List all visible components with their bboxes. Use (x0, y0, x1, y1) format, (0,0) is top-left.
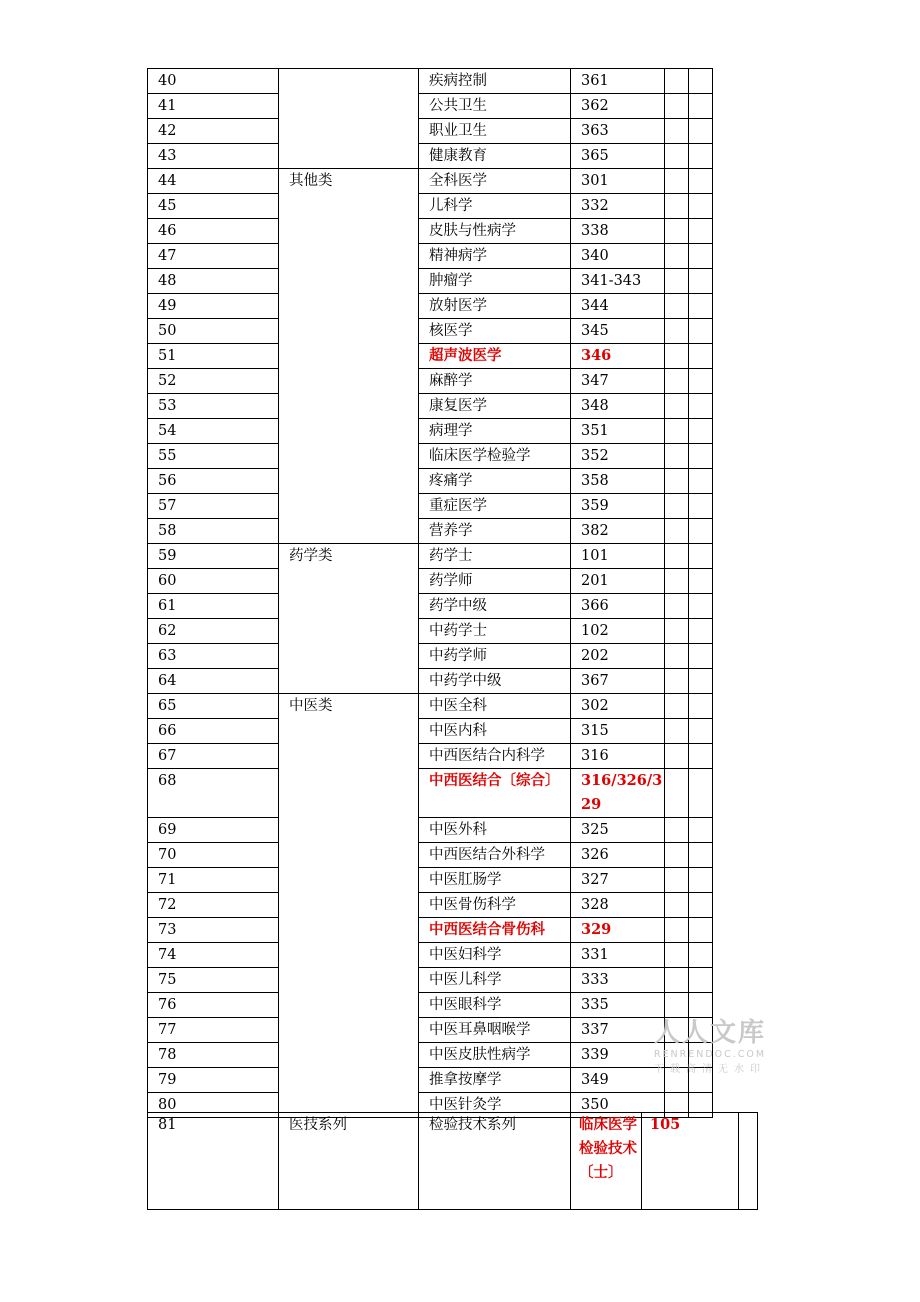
subject-name: 中医肛肠学 (419, 868, 571, 893)
empty-cell (665, 444, 689, 469)
empty-cell (665, 769, 689, 818)
row-number: 57 (148, 494, 279, 519)
subject-name: 疼痛学 (419, 469, 571, 494)
subject-name: 临床医学检验技术〔士〕 (571, 1113, 642, 1210)
table-row (148, 818, 713, 843)
empty-cell (665, 269, 689, 294)
row-number: 78 (148, 1043, 279, 1068)
subject-code: 362 (571, 94, 665, 119)
subject-code: 326 (571, 843, 665, 868)
row-number: 40 (148, 69, 279, 94)
watermark-slogan: 下载高清无水印 (654, 1064, 766, 1075)
empty-cell (689, 119, 713, 144)
table-row (148, 1068, 713, 1093)
subject-name: 康复医学 (419, 394, 571, 419)
subject-code: 316 (571, 744, 665, 769)
table-row (148, 244, 713, 269)
row-number: 50 (148, 319, 279, 344)
empty-cell (689, 619, 713, 644)
subject-name: 儿科学 (419, 194, 571, 219)
subject-code: 316/326/329 (571, 769, 665, 818)
table-row (148, 269, 713, 294)
table-row (148, 469, 713, 494)
empty-cell (689, 269, 713, 294)
table-row (148, 1018, 713, 1043)
row-number: 51 (148, 344, 279, 369)
empty-cell (665, 694, 689, 719)
empty-cell (665, 843, 689, 868)
empty-cell (689, 319, 713, 344)
empty-cell (689, 669, 713, 694)
row-number: 62 (148, 619, 279, 644)
empty-cell (665, 968, 689, 993)
empty-cell (665, 619, 689, 644)
row-number: 58 (148, 519, 279, 544)
subject-name: 中医内科 (419, 719, 571, 744)
empty-cell (665, 893, 689, 918)
table-row (148, 893, 713, 918)
empty-cell (689, 968, 713, 993)
empty-cell (689, 369, 713, 394)
subject-name: 药学师 (419, 569, 571, 594)
row-number: 52 (148, 369, 279, 394)
empty-cell (689, 544, 713, 569)
empty-cell (689, 719, 713, 744)
subject-name: 药学中级 (419, 594, 571, 619)
subject-name: 中药学中级 (419, 669, 571, 694)
subject-code: 345 (571, 319, 665, 344)
subject-code: 333 (571, 968, 665, 993)
table-row (148, 94, 713, 119)
table-row (148, 394, 713, 419)
empty-cell (689, 594, 713, 619)
empty-cell (665, 394, 689, 419)
empty-cell (665, 494, 689, 519)
subject-name: 中医儿科学 (419, 968, 571, 993)
empty-cell (665, 594, 689, 619)
subject-code: 348 (571, 394, 665, 419)
row-number: 69 (148, 818, 279, 843)
table-row (148, 843, 713, 868)
subject-code: 361 (571, 69, 665, 94)
row-number: 80 (148, 1093, 279, 1118)
table-row (148, 569, 713, 594)
empty-cell (689, 69, 713, 94)
empty-cell (665, 69, 689, 94)
subject-code: 340 (571, 244, 665, 269)
empty-cell (689, 868, 713, 893)
empty-cell (665, 144, 689, 169)
series-name: 医技系列 (279, 1113, 419, 1210)
subject-code: 346 (571, 344, 665, 369)
empty-cell (665, 119, 689, 144)
row-number: 71 (148, 868, 279, 893)
row-number: 63 (148, 644, 279, 669)
subject-name: 中医眼科学 (419, 993, 571, 1018)
empty-cell (689, 394, 713, 419)
empty-cell (689, 769, 713, 818)
category-name: 其他类 (279, 169, 419, 544)
empty-cell (689, 444, 713, 469)
empty-cell (665, 744, 689, 769)
table-row (148, 119, 713, 144)
row-number: 64 (148, 669, 279, 694)
empty-cell (665, 469, 689, 494)
subject-name: 中医针灸学 (419, 1093, 571, 1118)
subject-name: 中医骨伤科学 (419, 893, 571, 918)
watermark-domain: RENRENDOC.COM (653, 1049, 767, 1060)
row-number: 45 (148, 194, 279, 219)
table-row (148, 494, 713, 519)
empty-cell (665, 319, 689, 344)
subject-name: 中西医结合外科学 (419, 843, 571, 868)
subject-code: 325 (571, 818, 665, 843)
row-number: 42 (148, 119, 279, 144)
empty-cell (689, 144, 713, 169)
table-row (148, 219, 713, 244)
empty-cell (665, 169, 689, 194)
subject-name: 中医外科 (419, 818, 571, 843)
table-row (148, 169, 713, 194)
subject-code: 201 (571, 569, 665, 594)
subject-name: 精神病学 (419, 244, 571, 269)
table-row (148, 294, 713, 319)
table-row (148, 344, 713, 369)
subject-name: 麻醉学 (419, 369, 571, 394)
empty-cell (665, 419, 689, 444)
empty-cell (689, 169, 713, 194)
subject-name: 中医妇科学 (419, 943, 571, 968)
subject-name: 公共卫生 (419, 94, 571, 119)
table-row (148, 644, 713, 669)
subject-code: 365 (571, 144, 665, 169)
subject-name: 药学士 (419, 544, 571, 569)
empty-cell (689, 469, 713, 494)
empty-cell (689, 843, 713, 868)
empty-cell (689, 644, 713, 669)
subject-code: 327 (571, 868, 665, 893)
subject-name: 皮肤与性病学 (419, 219, 571, 244)
table-row (148, 918, 713, 943)
subject-name: 中医皮肤性病学 (419, 1043, 571, 1068)
row-number: 74 (148, 943, 279, 968)
row-number: 81 (148, 1113, 279, 1210)
empty-cell (665, 943, 689, 968)
table-row (148, 1113, 758, 1210)
subject-name: 重症医学 (419, 494, 571, 519)
table-row (148, 694, 713, 719)
empty-cell (689, 294, 713, 319)
empty-cell (689, 943, 713, 968)
row-number: 76 (148, 993, 279, 1018)
empty-cell (665, 644, 689, 669)
subject-code: 341-343 (571, 269, 665, 294)
table-row (148, 744, 713, 769)
subject-code: 332 (571, 194, 665, 219)
table-row (148, 144, 713, 169)
subject-code: 105 (642, 1113, 739, 1210)
row-number: 66 (148, 719, 279, 744)
table-row (148, 419, 713, 444)
empty-cell (689, 918, 713, 943)
table-row (148, 968, 713, 993)
subject-code: 102 (571, 619, 665, 644)
row-number: 61 (148, 594, 279, 619)
group-name: 检验技术系列 (419, 1113, 571, 1210)
row-number: 59 (148, 544, 279, 569)
empty-cell (689, 694, 713, 719)
empty-cell (665, 669, 689, 694)
subject-name: 推拿按摩学 (419, 1068, 571, 1093)
subject-name: 中药学师 (419, 644, 571, 669)
empty-cell (689, 244, 713, 269)
empty-cell (665, 519, 689, 544)
empty-cell (689, 194, 713, 219)
subject-code: 352 (571, 444, 665, 469)
subject-name: 健康教育 (419, 144, 571, 169)
subject-code: 338 (571, 219, 665, 244)
table-row (148, 519, 713, 544)
empty-cell (665, 818, 689, 843)
table-row (148, 319, 713, 344)
empty-cell (689, 818, 713, 843)
row-number: 70 (148, 843, 279, 868)
subject-code: 349 (571, 1068, 665, 1093)
subject-name: 职业卫生 (419, 119, 571, 144)
subject-code: 331 (571, 943, 665, 968)
row-number: 54 (148, 419, 279, 444)
subject-name: 中药学士 (419, 619, 571, 644)
subject-code: 347 (571, 369, 665, 394)
subject-code: 315 (571, 719, 665, 744)
subject-code: 301 (571, 169, 665, 194)
row-number: 65 (148, 694, 279, 719)
table-row (148, 369, 713, 394)
table-row (148, 943, 713, 968)
exam-subject-table (147, 68, 713, 1118)
row-number: 55 (148, 444, 279, 469)
subject-name: 临床医学检验学 (419, 444, 571, 469)
subject-code: 302 (571, 694, 665, 719)
empty-cell (665, 344, 689, 369)
row-number: 60 (148, 569, 279, 594)
subject-name: 超声波医学 (419, 344, 571, 369)
subject-name: 肿瘤学 (419, 269, 571, 294)
row-number: 56 (148, 469, 279, 494)
subject-code: 358 (571, 469, 665, 494)
empty-cell (665, 244, 689, 269)
row-number: 41 (148, 94, 279, 119)
category-name (279, 69, 419, 169)
empty-cell (689, 893, 713, 918)
subject-name: 营养学 (419, 519, 571, 544)
row-number: 47 (148, 244, 279, 269)
subject-code: 337 (571, 1018, 665, 1043)
table-row (148, 594, 713, 619)
table-row (148, 194, 713, 219)
row-number: 77 (148, 1018, 279, 1043)
watermark-logo (640, 1012, 780, 1075)
table-row (148, 619, 713, 644)
row-number: 46 (148, 219, 279, 244)
subject-name: 全科医学 (419, 169, 571, 194)
empty-cell (689, 569, 713, 594)
subject-code: 329 (571, 918, 665, 943)
category-name: 药学类 (279, 544, 419, 694)
subject-code: 202 (571, 644, 665, 669)
exam-subject-table-tail (147, 1112, 758, 1210)
subject-name: 中西医结合内科学 (419, 744, 571, 769)
table-row (148, 719, 713, 744)
table-row (148, 669, 713, 694)
category-name: 中医类 (279, 694, 419, 1118)
row-number: 49 (148, 294, 279, 319)
subject-name: 放射医学 (419, 294, 571, 319)
table-row (148, 1043, 713, 1068)
row-number: 43 (148, 144, 279, 169)
row-number: 68 (148, 769, 279, 818)
subject-name: 核医学 (419, 319, 571, 344)
empty-cell (689, 219, 713, 244)
row-number: 73 (148, 918, 279, 943)
row-number: 44 (148, 169, 279, 194)
subject-name: 中西医结合骨伤科 (419, 918, 571, 943)
empty-cell (689, 419, 713, 444)
empty-cell (665, 544, 689, 569)
row-number: 53 (148, 394, 279, 419)
empty-cell (689, 94, 713, 119)
empty-cell (665, 219, 689, 244)
subject-code: 328 (571, 893, 665, 918)
empty-cell (665, 918, 689, 943)
table-row (148, 444, 713, 469)
empty-cell (665, 194, 689, 219)
subject-name: 疾病控制 (419, 69, 571, 94)
empty-cell (739, 1113, 758, 1210)
subject-code: 382 (571, 519, 665, 544)
empty-cell (665, 569, 689, 594)
subject-name: 中医耳鼻咽喉学 (419, 1018, 571, 1043)
row-number: 75 (148, 968, 279, 993)
subject-code: 339 (571, 1043, 665, 1068)
table-row (148, 868, 713, 893)
subject-code: 101 (571, 544, 665, 569)
subject-name: 病理学 (419, 419, 571, 444)
row-number: 72 (148, 893, 279, 918)
subject-code: 335 (571, 993, 665, 1018)
table-row (148, 993, 713, 1018)
table-row (148, 544, 713, 569)
subject-code: 359 (571, 494, 665, 519)
empty-cell (689, 344, 713, 369)
watermark-title: 人人文库 (653, 1018, 766, 1048)
row-number: 79 (148, 1068, 279, 1093)
row-number: 67 (148, 744, 279, 769)
empty-cell (665, 369, 689, 394)
subject-code: 363 (571, 119, 665, 144)
table-row (148, 69, 713, 94)
subject-code: 350 (571, 1093, 665, 1118)
empty-cell (665, 294, 689, 319)
subject-code: 351 (571, 419, 665, 444)
subject-code: 366 (571, 594, 665, 619)
empty-cell (665, 94, 689, 119)
subject-name: 中医全科 (419, 694, 571, 719)
empty-cell (689, 494, 713, 519)
table-row (148, 769, 713, 818)
row-number: 48 (148, 269, 279, 294)
empty-cell (665, 868, 689, 893)
subject-code: 367 (571, 669, 665, 694)
subject-name: 中西医结合〔综合〕 (419, 769, 571, 818)
empty-cell (689, 519, 713, 544)
empty-cell (665, 719, 689, 744)
subject-code: 344 (571, 294, 665, 319)
empty-cell (689, 744, 713, 769)
